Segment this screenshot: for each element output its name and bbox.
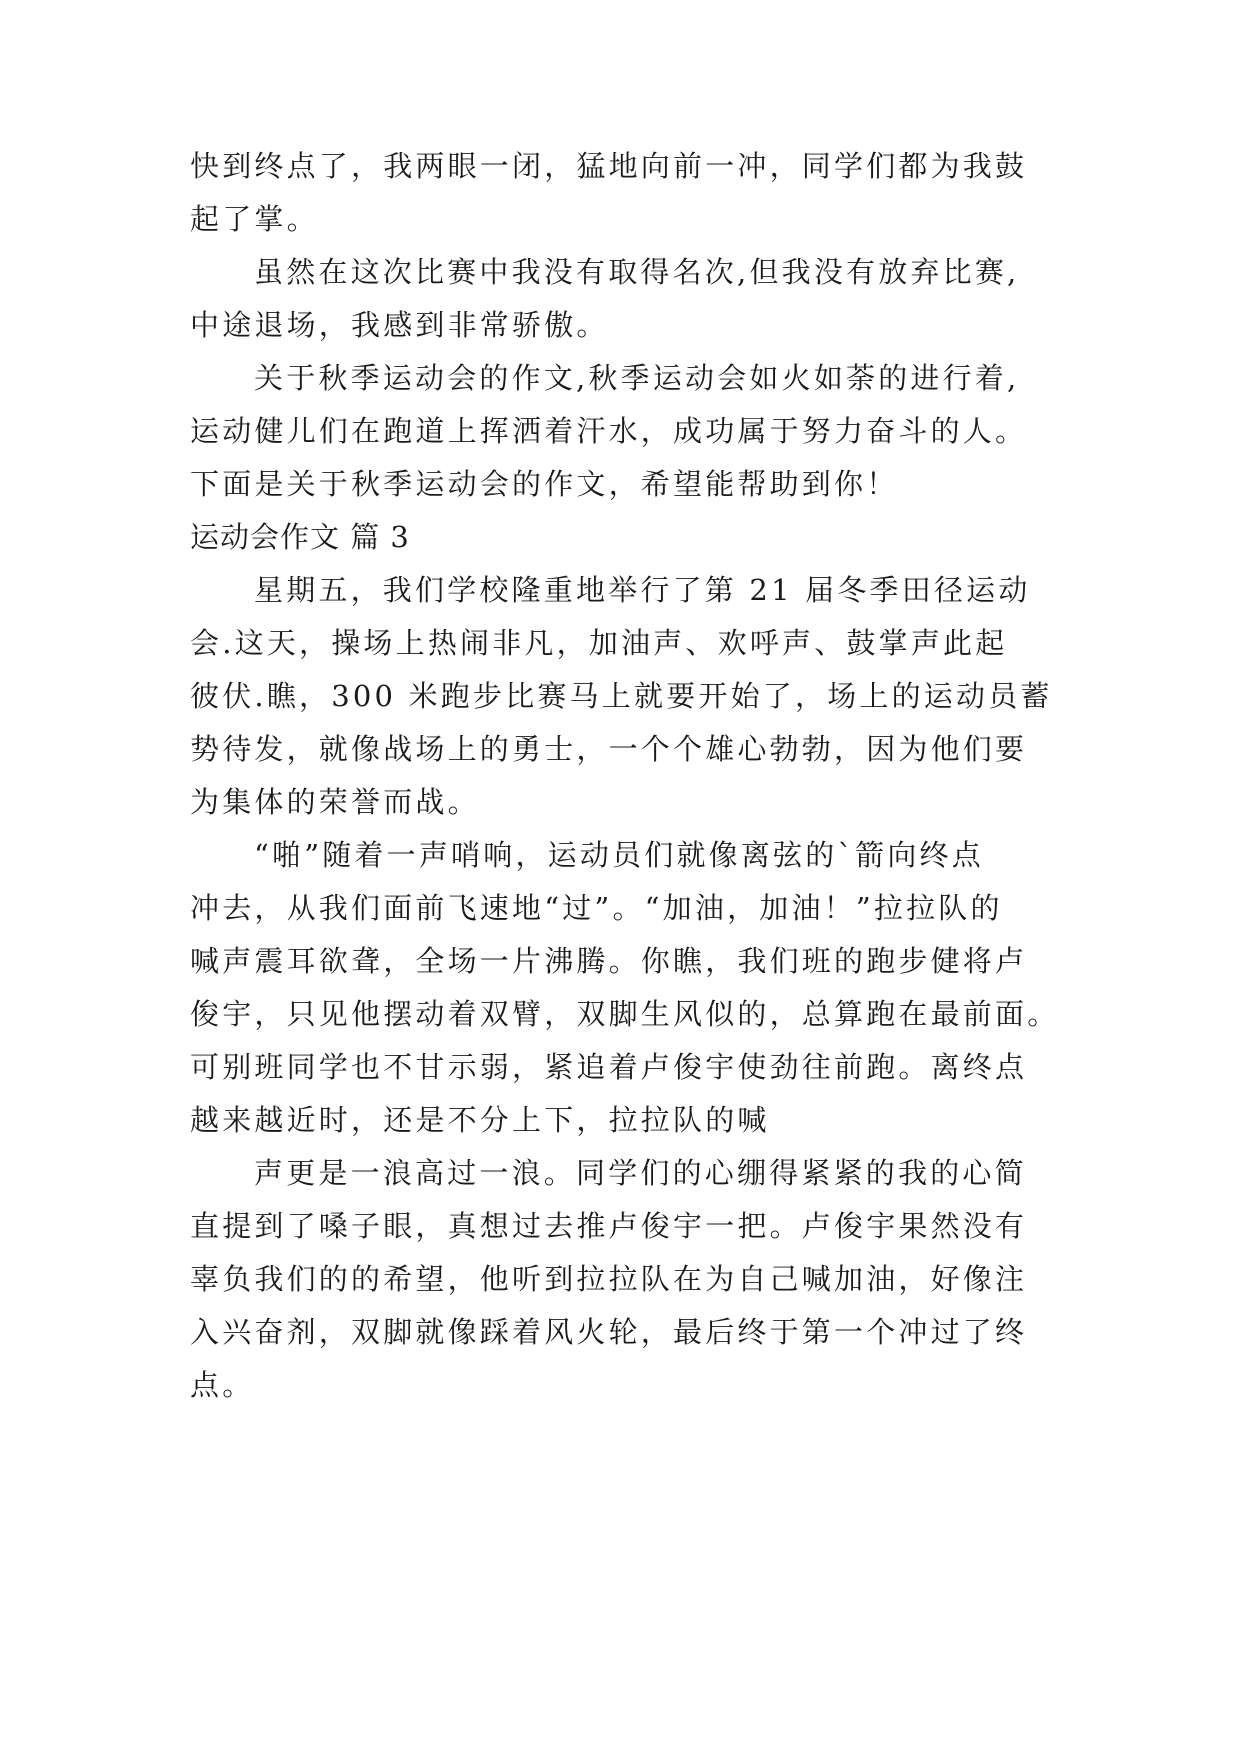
paragraph-first-line: 关于秋季运动会的作文,秋季运动会如火如荼的进行着, bbox=[254, 361, 1020, 395]
text-line: 势待发，就像战场上的勇士，一个个雄心勃勃，因为他们要 bbox=[190, 732, 1028, 766]
paragraph-first-line: 声更是一浪高过一浪。同学们的心绷得紧紧的我的心简 bbox=[254, 1156, 1027, 1190]
text-line: 可别班同学也不甘示弱，紧追着卢俊宇使劲往前跑。离终点 bbox=[190, 1050, 1028, 1084]
text-line: 辜负我们的的希望，他听到拉拉队在为自己喊加油，好像注 bbox=[190, 1262, 1028, 1296]
section-heading: 运动会作文 篇 3 bbox=[190, 520, 410, 554]
text-line: 起了掌。 bbox=[190, 202, 319, 236]
text-line: 直提到了嗓子眼，真想过去推卢俊宇一把。卢俊宇果然没有 bbox=[190, 1209, 1028, 1243]
text-line: 为集体的荣誉而战。 bbox=[190, 785, 480, 819]
text-line: 运动健儿们在跑道上挥洒着汗水，成功属于努力奋斗的人。 bbox=[190, 414, 1028, 448]
text-line: 彼伏.瞧，300 米跑步比赛马上就要开始了，场上的运动员蓄 bbox=[190, 679, 1053, 713]
text-line: 冲去，从我们面前飞速地“过”。“加油，加油！”拉拉队的 bbox=[190, 891, 1003, 925]
text-line: 快到终点了，我两眼一闭，猛地向前一冲，同学们都为我鼓 bbox=[190, 149, 1028, 183]
paragraph-first-line: 虽然在这次比赛中我没有取得名次,但我没有放弃比赛, bbox=[254, 255, 1020, 289]
text-line: 会.这天，操场上热闹非凡，加油声、欢呼声、鼓掌声此起 bbox=[190, 626, 1008, 660]
text-line: 入兴奋剂，双脚就像踩着风火轮，最后终于第一个冲过了终 bbox=[190, 1315, 1028, 1349]
text-line: 中途退场，我感到非常骄傲。 bbox=[190, 308, 609, 342]
text-line: 下面是关于秋季运动会的作文，希望能帮助到你！ bbox=[190, 467, 899, 501]
text-line: 点。 bbox=[190, 1368, 255, 1402]
paragraph-first-line: 星期五，我们学校隆重地举行了第 21 届冬季田径运动 bbox=[254, 573, 1031, 607]
paragraph-first-line: “啪”随着一声哨响，运动员们就像离弦的`箭向终点 bbox=[254, 838, 984, 872]
text-line: 俊宇，只见他摆动着双臂，双脚生风似的，总算跑在最前面。 bbox=[190, 997, 1060, 1031]
text-line: 越来越近时，还是不分上下，拉拉队的喊 bbox=[190, 1103, 770, 1137]
text-line: 喊声震耳欲聋，全场一片沸腾。你瞧，我们班的跑步健将卢 bbox=[190, 944, 1028, 978]
